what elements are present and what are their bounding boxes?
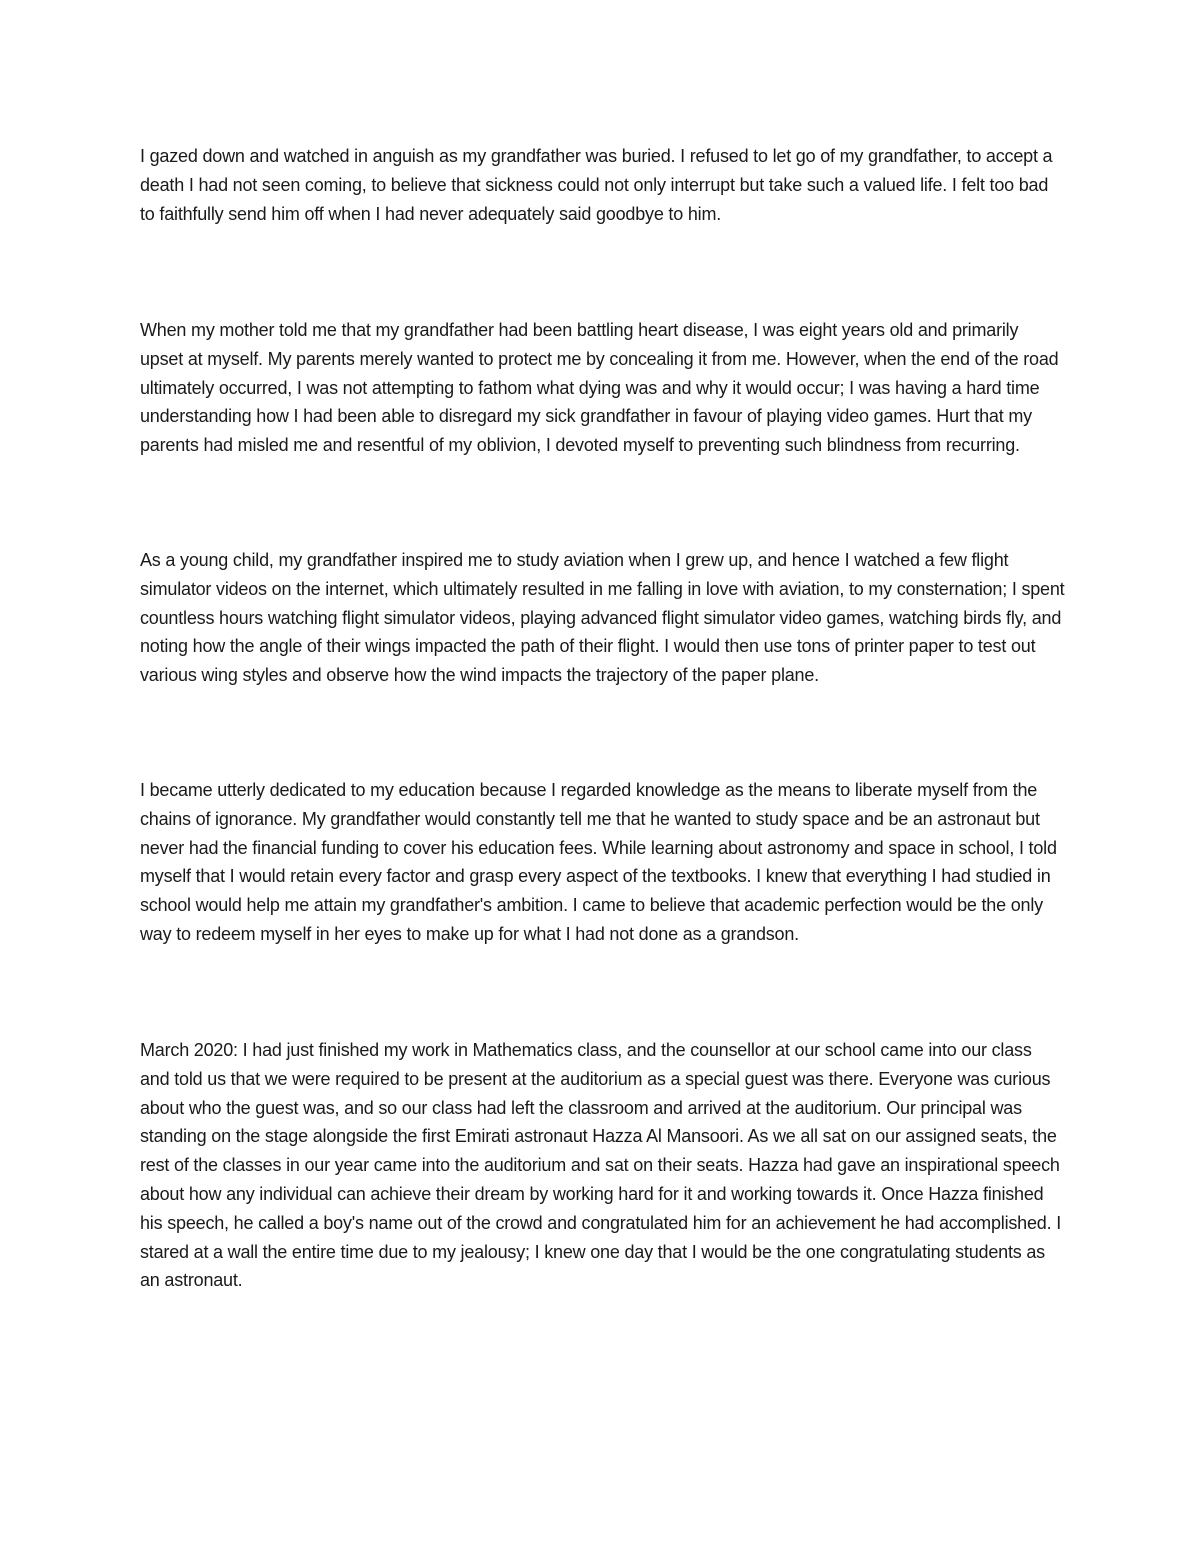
paragraph-heart-disease: When my mother told me that my grandfather had been battling heart disease, I was eight years old and primarily upset at myself. My parents merely wanted to protect me by concealing it from me. However, when the end of the road ultimately occurred, I was not attempting to fathom what dying was and why it would occur; I was having a hard time understanding how I had been able to disregard my sick grandfather in favour of playing video games. Hurt that my parents had misled me and resentful of my oblivion, I devoted myself to preventing such blindness from recurring. — [140, 320, 1059, 456]
paragraph-grandfather-burial: I gazed down and watched in anguish as my grandfather was buried. I refused to let go of my grandfather, to accept a death I had not seen coming, to believe that sickness could not only interrupt but take such a valued life. I felt too bad to faithfully send him off when I had never adequately said goodbye to him. — [140, 146, 1053, 224]
paragraph-education: I became utterly dedicated to my education because I regarded knowledge as the means to liberate myself from the chains of ignorance. My grandfather would constantly tell me that he wanted to study space and be an astronaut but never had the financial funding to cover his education fees. While learning about astronomy and space in school, I told myself that I would retain every factor and grasp every aspect of the textbooks. I knew that everything I had studied in school would help me attain my grandfather's ambition. I came to believe that academic perfection would be the only way to redeem myself in her eyes to make up for what I had not done as a grandson. — [140, 780, 1057, 944]
paragraph-aviation: As a young child, my grandfather inspired me to study aviation when I grew up, and hence I watched a few flight simulator videos on the internet, which ultimately resulted in me falling in love with aviation, to my consternation; I spent countless hours watching flight simulator videos, playing advanced flight simulator video games, watching birds fly, and noting how the angle of their wings impacted the path of their flight. I would then use tons of printer paper to test out various wing styles and observe how the wind impacts the trajectory of the paper plane. — [140, 550, 1065, 686]
paragraph-march-2020: March 2020: I had just finished my work in Mathematics class, and the counsellor at our school came into our class and told us that we were required to be present at the auditorium as a special guest was there. Everyone was curious about who the guest was, and so our class had left the classroom and arrived at the auditorium. Our principal was standing on the stage alongside the first Emirati astronaut Hazza Al Mansoori. As we all sat on our assigned seats, the rest of the classes in our year came into the auditorium and sat on their seats. Hazza had gave an inspirational speech about how any individual can achieve their dream by working hard for it and working towards it. Once Hazza finished his speech, he called a boy's name out of the crowd and congratulated him for an achievement he had accomplished. I stared at a wall the entire time due to my jealousy; I knew one day that I would be the one congratulating students as an astronaut. — [140, 1040, 1062, 1291]
